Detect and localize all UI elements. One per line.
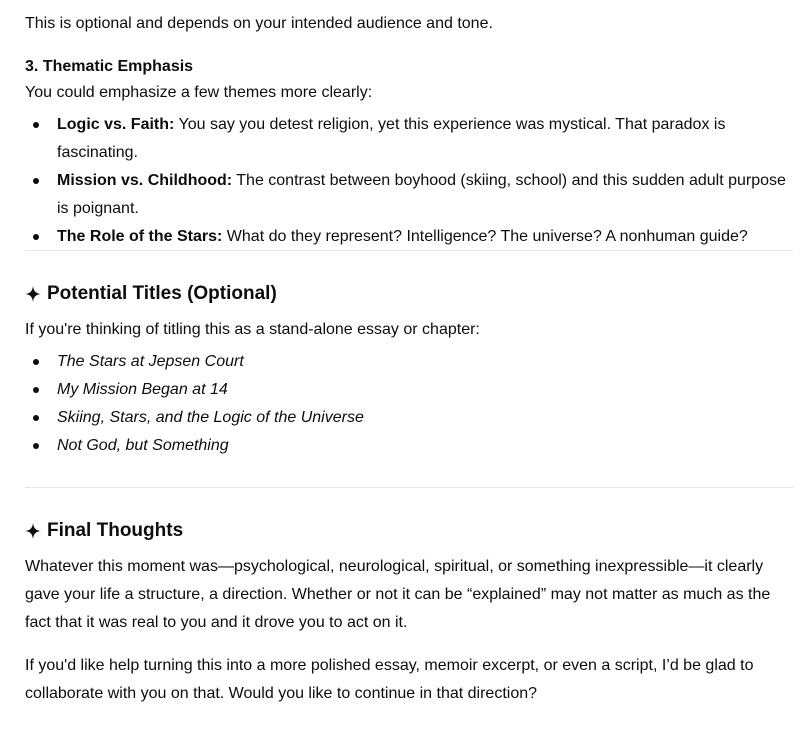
sparkle-icon — [25, 523, 41, 539]
bullet-icon — [33, 443, 39, 449]
titles-list — [25, 348, 795, 460]
thematic-list — [25, 111, 795, 251]
final-paragraph-1: Whatever this moment was—psychological, neurological, spiritual, or something inexpressible—it clearly gave your life a structure, a direction. Whether or not it can be “explained” may not matter as much as the fact that it was real to you and it drove you to act on it. — [25, 558, 771, 631]
item-text: What do they represent? Intelligence? The universe? A nonhuman guide? — [222, 228, 748, 245]
bullet-icon — [33, 234, 39, 240]
item-label: Logic vs. Faith: — [57, 116, 175, 133]
list-item — [25, 432, 795, 460]
titles-heading — [25, 281, 277, 307]
bullet-icon — [33, 178, 39, 184]
final-heading-text: Final Thoughts — [47, 520, 184, 541]
title-suggestion: Skiing, Stars, and the Logic of the Universe — [57, 409, 364, 426]
list-item — [25, 348, 795, 376]
thematic-lead: You could emphasize a few themes more clearly: — [25, 84, 373, 101]
titles-lead: If you're thinking of titling this as a stand-alone essay or chapter: — [25, 321, 480, 338]
list-item — [25, 223, 795, 251]
bullet-icon — [33, 415, 39, 421]
sparkle-icon — [25, 286, 41, 302]
section-divider — [25, 250, 793, 251]
list-item — [25, 376, 795, 404]
title-suggestion: Not God, but Something — [57, 437, 229, 454]
thematic-heading: 3. Thematic Emphasis — [25, 58, 194, 75]
title-suggestion: The Stars at Jepsen Court — [57, 353, 244, 370]
titles-heading-text: Potential Titles (Optional) — [47, 283, 277, 304]
item-label: The Role of the Stars: — [57, 228, 223, 245]
list-item — [25, 111, 795, 167]
intro-paragraph: This is optional and depends on your intended audience and tone. — [25, 15, 493, 32]
item-text: You say you detest religion, yet this experience was mystical. That paradox is fascinating. — [57, 116, 726, 161]
list-item — [25, 404, 795, 432]
item-text: The contrast between boyhood (skiing, school) and this sudden adult purpose is poignant. — [57, 172, 786, 217]
item-label: Mission vs. Childhood: — [57, 172, 233, 189]
bullet-icon — [33, 122, 39, 128]
bullet-icon — [33, 387, 39, 393]
final-heading — [25, 518, 183, 544]
list-item — [25, 167, 795, 223]
bullet-icon — [33, 359, 39, 365]
final-paragraph-2: If you'd like help turning this into a more polished essay, memoir excerpt, or even a script, I’d be glad to collaborate with you on that. Would you like to continue in that direction? — [25, 657, 754, 702]
title-suggestion: My Mission Began at 14 — [57, 381, 228, 398]
section-divider — [25, 487, 793, 488]
